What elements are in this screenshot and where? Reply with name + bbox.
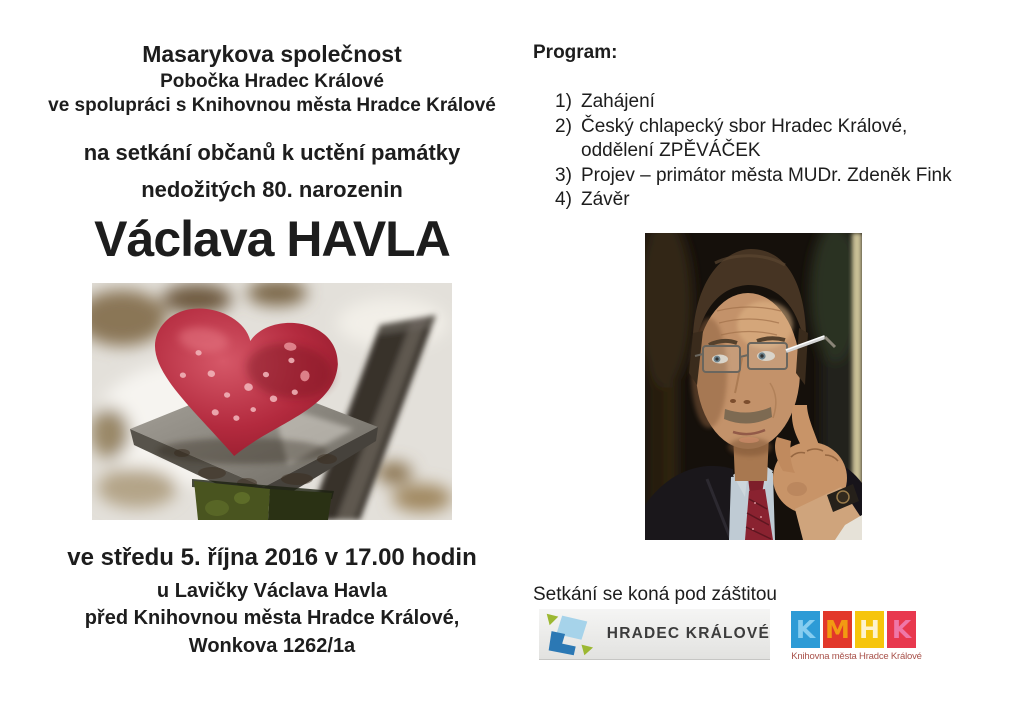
heart-photo: [92, 283, 452, 520]
invite-line-1: na setkání občanů k uctění památky: [83, 140, 461, 165]
invite-line-2: nedožitých 80. narozenin: [141, 177, 403, 202]
program-item-text: Projev – primátor města MUDr. Zdeněk Fink: [581, 164, 952, 186]
hradec-kralove-logo: [539, 609, 770, 660]
kmhk-letter-square: [823, 611, 852, 648]
havel-portrait-photo: [645, 233, 862, 540]
program-item-number: 4): [555, 189, 572, 210]
program-item-number: 2): [555, 115, 572, 137]
watch-face: [837, 491, 849, 503]
kmhk-logo: [791, 611, 922, 662]
program-item: [555, 139, 975, 164]
program-list: [555, 90, 975, 213]
kmhk-letter: M: [825, 615, 850, 644]
org-line-3: ve spolupráci s Knihovnou města Hradce Králové: [48, 95, 496, 116]
kmhk-letter-square: [855, 611, 884, 648]
program-item-text: oddělení ZPĚVÁČEK: [581, 140, 761, 161]
patronage-line: Setkání se koná pod záštitou: [533, 584, 777, 605]
program-item-number: 3): [555, 164, 572, 186]
kmhk-letter: H: [859, 615, 880, 644]
place-line-1: u Lavičky Václava Havla: [156, 580, 388, 602]
kmhk-squares: [791, 611, 922, 648]
program-item: [555, 164, 975, 189]
org-line-1: Masarykova společnost: [142, 41, 402, 67]
kmhk-letter: K: [891, 615, 912, 644]
date-line: ve středu 5. října 2016 v 17.00 hodin: [67, 544, 477, 571]
program-item: [555, 115, 975, 140]
program-item-text: Zahájení: [581, 91, 655, 112]
kmhk-letter-square: [887, 611, 916, 648]
place-line-3: Wonkova 1262/1a: [188, 635, 356, 657]
hradec-kralove-logo-label: HRADEC KRÁLOVÉ: [606, 625, 770, 642]
kmhk-letter-square: [791, 611, 820, 648]
program-item: [555, 90, 975, 115]
event-title: Václava HAVLA: [94, 211, 450, 267]
program-item-text: Závěr: [581, 189, 630, 210]
kmhk-caption: Knihovna města Hradce Králové: [791, 651, 922, 662]
program-item-number: [555, 139, 581, 164]
org-line-2: Pobočka Hradec Králové: [160, 71, 384, 92]
hradec-kralove-logo-icon: [539, 609, 601, 659]
program-item-number: 1): [555, 91, 572, 112]
kmhk-letter: K: [795, 615, 816, 644]
program-item-text: Český chlapecký sbor Hradec Králové,: [581, 115, 908, 137]
place-line-2: před Knihovnou města Hradce Králové,: [84, 607, 460, 629]
program-heading: Program:: [533, 42, 618, 63]
program-item: [555, 188, 975, 213]
